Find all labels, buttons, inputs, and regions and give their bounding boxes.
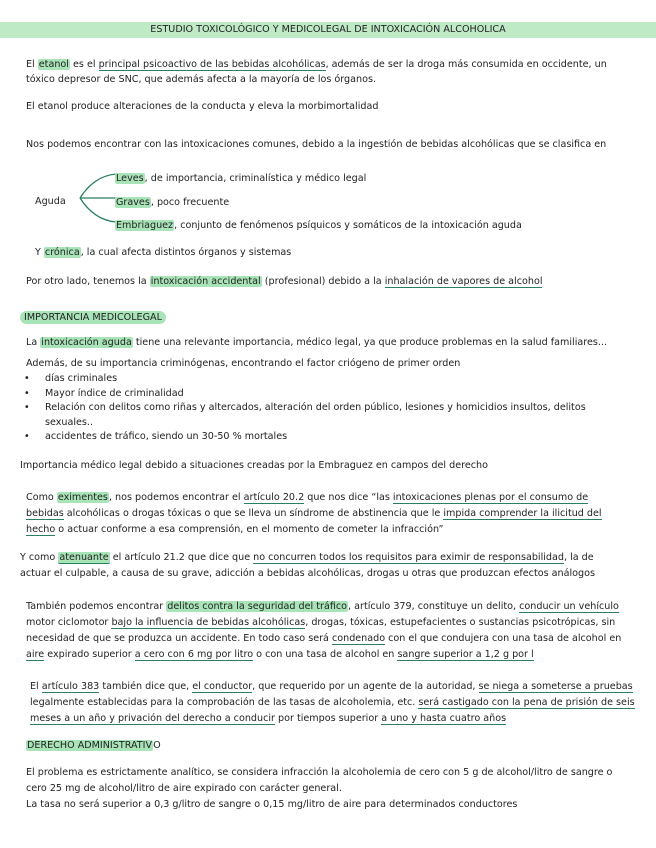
list-item-continuation: sexuales.. [45,416,94,428]
list-item: • Mayor índice de criminalidad [24,387,184,399]
art383-line-2: legalmente establecidas para la comprobación de las tasas de alcoholemia, etc. será castigado con la pena de prisión de seis [30,697,635,708]
section-heading-derecho-administrativo: DERECHO ADMINISTRATIVO [27,740,161,751]
delitos-line-3: necesidad de que se produzca un accidente. En todo caso será condenado con el que condujera con una tasa de alcohol en [26,633,622,644]
list-item: • días criminales [24,373,118,384]
page-title: ESTUDIO TOXICOLÓGICO Y MEDICOLEGAL DE INTOXICACIÓN ALCOHOLICA [0,22,656,38]
atenuante-line-1: Y como atenuante el artículo 21.2 que dice que no concurren todos los requisitos para eximir de responsabilidad, la de [20,552,594,563]
art383-line-1: El artículo 383 también dice que, el conductor, que requerido por un agente de la autoridad, se niega a someterse a pruebas [30,681,633,692]
list-item: • accidentes de tráfico, siendo un 30-50 % mortales [24,431,288,442]
classification-item-leves: Leves, de importancia, criminalística y médico legal [116,173,367,184]
delitos-line-4: aire expirado superior a cero con 6 mg por litro o con una tasa de alcohol en sangre superior a 1,2 g por l [26,649,534,660]
otro-lado-line: Por otro lado, tenemos la intoxicación accidental (profesional) debido a la inhalación de vapores de alcohol [26,276,543,287]
delitos-line-2: motor ciclomotor bajo la influencia de bebidas alcohólicas, drogas, tóxicas, estupefacientes o sustancias psicotrópicas, sin [26,617,616,628]
intro-line-4: Nos podemos encontrar con las intoxicaciones comunes, debido a la ingestión de bebidas alcohólicas que se clasifica en [26,139,607,150]
eximentes-line-2: bebidas alcohólicas o drogas tóxicas o que se lleva un síndrome de abstinencia que le impida comprender la ilicitud del [26,508,602,519]
intro-line-1: El etanol es el principal psicoactivo de las bebidas alcohólicas, además de ser la droga más consumida en occidente, un [26,59,607,70]
intro-line-2: tóxico depresor de SNC, que además afecta a la mayoría de los órganos. [26,74,377,85]
eximentes-line-1: Como eximentes, nos podemos encontrar el artículo 20.2 que nos dice “las intoxicaciones plenas por el consumo de [26,492,589,503]
delitos-line-1: También podemos encontrar delitos contra la seguridad del tráfico, artículo 379, constituye un delito, conducir un vehículo [26,601,619,612]
classification-root: Aguda [35,196,66,207]
importancia-line-3: Importancia médico legal debido a situaciones creadas por la Embraguez en campos del derecho [20,460,488,471]
list-item: • Relación con delitos como riñas y altercados, alteración del orden público, lesiones y homicidios insultos, delitos [24,402,586,413]
importancia-line-2: Además, de su importancia criminógenas, encontrando el factor criógeno de primer orden [26,358,461,369]
admin-line-2: cero 25 mg de alcohol/litro de aire expirado con carácter general. [26,783,342,794]
atenuante-line-2: actuar el culpable, a causa de su grave, adicción a bebidas alcohólicas, drogas u otras que produzcan efectos análogos [20,568,595,579]
admin-line-3: La tasa no será superior a 0,3 g/litro de sangre o 0,15 mg/litro de aire para determinados conductores [26,799,518,810]
criminal-factors-list [22,372,586,445]
classification-item-graves: Graves, poco frecuente [116,197,230,208]
section-heading-importancia: IMPORTANCIA MEDICOLEGAL [20,311,166,324]
classification-item-embriaguez: Embriaguez, conjunto de fenómenos psíquicos y somáticos de la intoxicación aguda [116,220,522,231]
brace-connector [76,170,120,226]
eximentes-line-3: hecho o actuar conforme a esa comprensión, en el momento de cometer la infracción” [26,524,444,535]
classification-cronica: Y crónica, la cual afecta distintos órganos y sistemas [35,247,292,258]
intro-line-3: El etanol produce alteraciones de la conducta y eleva la morbimortalidad [26,101,379,112]
art383-line-3: meses a un año y privación del derecho a conducir por tiempos superior a uno y hasta cuatro años [30,713,507,724]
importancia-line-1: La intoxicación aguda tiene una relevante importancia, médico legal, ya que produce problemas en la salud familiares... [26,337,608,348]
admin-line-1: El problema es estrictamente analítico, se considera infracción la alcoholemia de cero con 5 g de alcohol/litro de sangre o [26,767,613,778]
